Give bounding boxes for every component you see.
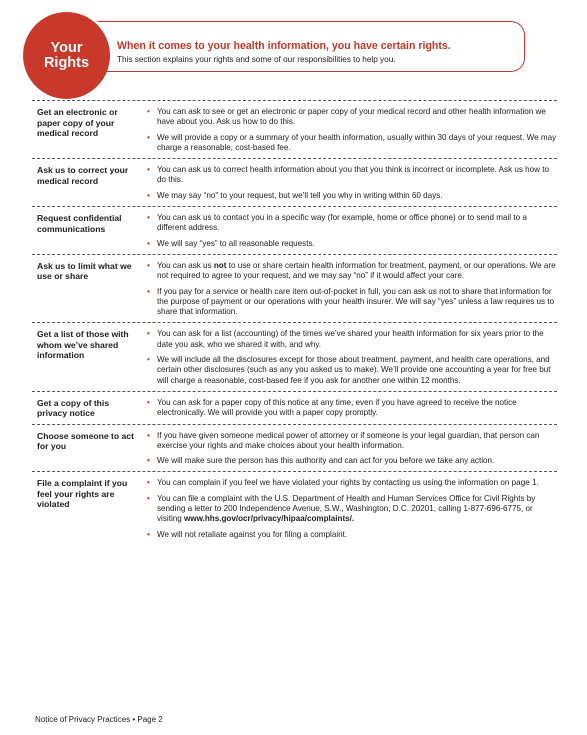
bullet-item: • We will not retaliate against you for filing a complaint. [147, 530, 557, 540]
bullet-item: • You can ask for a list (accounting) of the times we’ve shared your health information for six years prior to the date you ask, who we shared it with, and why. [147, 329, 557, 350]
badge-line-2: Rights [43, 54, 90, 71]
row-label: Get an electronic or paper copy of your medical record [37, 107, 118, 138]
bullet-item: • We will provide a copy or a summary of your health information, usually within 30 days of your request. We may charge a reasonable, cost-based fee. [147, 133, 557, 154]
row-label: Ask us to correct your medical record [37, 165, 129, 186]
row-bullet-list [140, 478, 557, 544]
row-label: Choose someone to act for you [37, 430, 134, 452]
bullet-item: • We will say “yes” to all reasonable requests. [147, 239, 557, 249]
rights-row [32, 254, 557, 322]
row-label: Get a copy of this privacy notice [37, 397, 110, 419]
rights-row [32, 424, 557, 472]
bullet-item: • We will make sure the person has this authority and can act for you before we take any action. [147, 456, 557, 466]
bullet-item: • You can ask us to correct health information about you that you think is incorrect or incomplete. Ask us how to do this. [147, 165, 557, 186]
rights-row [32, 206, 557, 254]
row-label: Request confidential communications [37, 213, 122, 234]
section-subtitle: This section explains your rights and some of our responsibilities to help you. [117, 55, 396, 64]
row-bullet-list [140, 431, 557, 472]
bullet-item: • You can file a complaint with the U.S. Department of Health and Human Services Office for Civil Rights by sending a letter to 200 Independence Avenue, S.W., Washington, D.C. 20201, calling 1-877-696-6775, or visiting www.hhs.gov/ocr/privacy/hipaa/complaints/. [147, 494, 557, 525]
bullet-item: • You can ask us not to use or share certain health information for treatment, payment, or our operations. We are not required to agree to your request, and we may say “no” if it would affect your care. [147, 261, 557, 282]
row-label: File a complaint if you feel your rights are violated [37, 478, 128, 510]
rights-row [32, 471, 557, 544]
page-footer: Notice of Privacy Practices • Page 2 [35, 715, 163, 724]
bullet-item: • If you have given someone medical power of attorney or if someone is your legal guardian, that person can exercise your rights and make choices about your health information. [147, 431, 557, 452]
rights-row [32, 391, 557, 424]
badge-line-1: Your [50, 39, 83, 56]
row-bullet-list [140, 398, 557, 424]
row-bullet-list [140, 261, 557, 322]
bullet-item: • We may say “no” to your request, but we’ll tell you why in writing within 60 days. [147, 191, 557, 201]
bullet-item: • You can ask for a paper copy of this notice at any time, even if you have agreed to receive the notice electronically. We will provide you with a paper copy promptly. [147, 398, 557, 419]
section-title: When it comes to your health information, you have certain rights. [117, 40, 451, 52]
row-label: Get a list of those with whom we’ve shared information [37, 329, 129, 361]
row-bullet-list [140, 329, 557, 390]
bullet-item: • You can complain if you feel we have violated your rights by contacting us using the information on page 1. [147, 478, 557, 488]
row-label: Ask us to limit what we use or share [37, 260, 132, 282]
row-bullet-list [140, 107, 557, 158]
rights-table [32, 100, 557, 545]
rights-row [32, 158, 557, 206]
bullet-item: • We will include all the disclosures except for those about treatment, payment, and health care operations, and certain other disclosures (such as any you asked us to make). We’ll provide one accounting a year for free but will charge a reasonable, cost-based fee if you ask for another one within 12 months. [147, 355, 557, 386]
rights-row [32, 322, 557, 390]
bullet-item: • You can ask to see or get an electronic or paper copy of your medical record and other health information we have about you. Ask us how to do this. [147, 107, 557, 128]
bullet-item: • If you pay for a service or health care item out-of-pocket in full, you can ask us not to share that information for the purpose of payment or our operations with your health insurer. We will say “yes” unless a law requires us to share that information. [147, 287, 557, 318]
row-bullet-list [140, 165, 557, 206]
your-rights-badge [23, 12, 110, 99]
rights-row [32, 100, 557, 158]
bullet-item: • You can ask us to contact you in a specific way (for example, home or office phone) or to send mail to a different address. [147, 213, 557, 234]
row-bullet-list [140, 213, 557, 254]
